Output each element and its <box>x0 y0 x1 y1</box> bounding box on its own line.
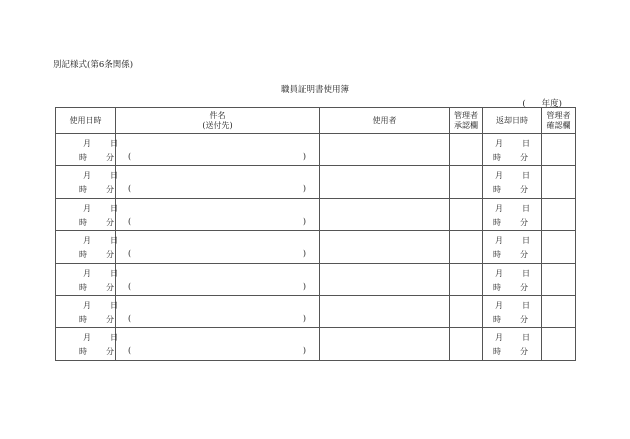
subject-cell[interactable] <box>116 198 320 230</box>
recipient-close-paren: ) <box>302 346 306 356</box>
header-usage-datetime: 使用日時 <box>56 108 116 134</box>
return-datetime-cell[interactable] <box>483 231 542 263</box>
return-minute-label: 分 <box>520 347 528 357</box>
header-approval-line1: 管理者 <box>454 110 478 120</box>
usage-datetime-cell[interactable] <box>56 328 116 360</box>
usage-month-label: 月 <box>83 139 91 148</box>
header-row <box>56 108 576 134</box>
recipient-open-paren: ( <box>128 152 132 161</box>
header-subject-line2: (送付先) <box>202 120 233 130</box>
usage-datetime-cell[interactable] <box>56 295 116 327</box>
user-cell[interactable] <box>320 295 450 327</box>
usage-day-label: 日 <box>110 139 118 148</box>
recipient-open-paren: ( <box>128 184 132 194</box>
usage-minute-label: 分 <box>106 347 114 357</box>
confirm-cell[interactable] <box>542 263 576 295</box>
approval-cell[interactable] <box>450 295 483 327</box>
usage-hour-label: 時 <box>79 347 87 357</box>
usage-minute-label: 分 <box>106 314 114 324</box>
approval-cell[interactable] <box>450 231 483 263</box>
return-datetime-cell[interactable] <box>483 198 542 230</box>
return-hour-label: 時 <box>493 250 501 260</box>
recipient-open-paren: ( <box>128 249 132 259</box>
return-datetime-cell[interactable] <box>483 166 542 198</box>
recipient-open-paren: ( <box>128 216 132 226</box>
confirm-cell[interactable] <box>542 295 576 327</box>
form-caption: 別記様式(第6条関係) <box>53 60 134 70</box>
return-datetime-cell[interactable] <box>483 134 542 166</box>
return-hour-label: 時 <box>493 282 501 292</box>
usage-month-label: 月 <box>83 333 91 343</box>
return-month-label: 月 <box>495 139 503 148</box>
usage-day-label: 日 <box>110 236 118 246</box>
recipient-close-paren: ) <box>302 152 306 161</box>
header-approval <box>450 108 483 134</box>
user-cell[interactable] <box>320 231 450 263</box>
approval-cell[interactable] <box>450 134 483 166</box>
subject-cell[interactable] <box>116 166 320 198</box>
table-row <box>56 166 576 198</box>
table-row <box>56 263 576 295</box>
usage-month-label: 月 <box>83 203 91 213</box>
return-minute-label: 分 <box>520 217 528 227</box>
return-hour-label: 時 <box>493 185 501 195</box>
return-hour-label: 時 <box>493 153 501 162</box>
usage-month-label: 月 <box>83 268 91 278</box>
return-day-label: 日 <box>522 268 530 278</box>
document-title: 職員証明書使用簿 <box>280 85 349 95</box>
subject-cell[interactable] <box>116 328 320 360</box>
return-minute-label: 分 <box>520 314 528 324</box>
return-month-label: 月 <box>495 300 503 310</box>
usage-datetime-cell[interactable] <box>56 166 116 198</box>
return-minute-label: 分 <box>520 250 528 260</box>
recipient-close-paren: ) <box>302 313 306 323</box>
header-confirm-line1: 管理者 <box>546 110 571 120</box>
subject-cell[interactable] <box>116 134 320 166</box>
recipient-open-paren: ( <box>128 346 132 356</box>
usage-hour-label: 時 <box>79 282 87 292</box>
return-datetime-cell[interactable] <box>483 328 542 360</box>
return-day-label: 日 <box>522 300 530 310</box>
user-cell[interactable] <box>320 263 450 295</box>
subject-cell[interactable] <box>116 295 320 327</box>
header-confirm-line2: 確認欄 <box>546 120 571 130</box>
usage-minute-label: 分 <box>106 217 114 227</box>
recipient-close-paren: ) <box>302 184 306 194</box>
usage-day-label: 日 <box>110 268 118 278</box>
return-month-label: 月 <box>495 171 503 181</box>
user-cell[interactable] <box>320 328 450 360</box>
usage-month-label: 月 <box>83 236 91 246</box>
subject-cell[interactable] <box>116 231 320 263</box>
usage-datetime-cell[interactable] <box>56 231 116 263</box>
return-day-label: 日 <box>522 171 530 181</box>
confirm-cell[interactable] <box>542 134 576 166</box>
return-month-label: 月 <box>495 236 503 246</box>
confirm-cell[interactable] <box>542 328 576 360</box>
user-cell[interactable] <box>320 134 450 166</box>
usage-datetime-cell[interactable] <box>56 263 116 295</box>
year-open-paren: ( <box>522 99 526 109</box>
header-approval-line2: 承認欄 <box>454 120 478 130</box>
subject-cell[interactable] <box>116 263 320 295</box>
confirm-cell[interactable] <box>542 231 576 263</box>
approval-cell[interactable] <box>450 166 483 198</box>
approval-cell[interactable] <box>450 263 483 295</box>
confirm-cell[interactable] <box>542 166 576 198</box>
recipient-close-paren: ) <box>302 281 306 291</box>
usage-datetime-cell[interactable] <box>56 134 116 166</box>
usage-hour-label: 時 <box>79 217 87 227</box>
usage-register-table <box>55 107 576 361</box>
usage-month-label: 月 <box>83 300 91 310</box>
return-day-label: 日 <box>522 236 530 246</box>
user-cell[interactable] <box>320 198 450 230</box>
usage-minute-label: 分 <box>106 153 114 162</box>
usage-minute-label: 分 <box>106 185 114 195</box>
approval-cell[interactable] <box>450 328 483 360</box>
header-subject-line1: 件名 <box>209 110 226 120</box>
usage-minute-label: 分 <box>106 250 114 260</box>
return-datetime-cell[interactable] <box>483 263 542 295</box>
return-minute-label: 分 <box>520 153 528 162</box>
return-month-label: 月 <box>495 203 503 213</box>
recipient-close-paren: ) <box>302 249 306 259</box>
recipient-open-paren: ( <box>128 313 132 323</box>
confirm-cell[interactable] <box>542 198 576 230</box>
header-confirm <box>542 108 576 134</box>
header-subject <box>116 108 320 134</box>
return-day-label: 日 <box>522 139 530 148</box>
header-return-datetime: 返却日時 <box>483 108 542 134</box>
return-hour-label: 時 <box>493 217 501 227</box>
return-day-label: 日 <box>522 333 530 343</box>
table-row <box>56 231 576 263</box>
return-month-label: 月 <box>495 268 503 278</box>
usage-day-label: 日 <box>110 203 118 213</box>
header-user: 使用者 <box>320 108 450 134</box>
table-row <box>56 198 576 230</box>
return-hour-label: 時 <box>493 314 501 324</box>
usage-hour-label: 時 <box>79 153 87 162</box>
year-suffix: 年度) <box>541 99 562 109</box>
usage-hour-label: 時 <box>79 314 87 324</box>
user-cell[interactable] <box>320 166 450 198</box>
usage-day-label: 日 <box>110 171 118 181</box>
table-row <box>56 295 576 327</box>
usage-hour-label: 時 <box>79 185 87 195</box>
usage-datetime-cell[interactable] <box>56 198 116 230</box>
usage-day-label: 日 <box>110 300 118 310</box>
usage-minute-label: 分 <box>106 282 114 292</box>
return-datetime-cell[interactable] <box>483 295 542 327</box>
return-minute-label: 分 <box>520 185 528 195</box>
usage-month-label: 月 <box>83 171 91 181</box>
return-day-label: 日 <box>522 203 530 213</box>
return-hour-label: 時 <box>493 347 501 357</box>
register-body <box>56 134 576 361</box>
recipient-open-paren: ( <box>128 281 132 291</box>
return-minute-label: 分 <box>520 282 528 292</box>
usage-hour-label: 時 <box>79 250 87 260</box>
table-row <box>56 328 576 360</box>
usage-day-label: 日 <box>110 333 118 343</box>
recipient-close-paren: ) <box>302 216 306 226</box>
return-month-label: 月 <box>495 333 503 343</box>
approval-cell[interactable] <box>450 198 483 230</box>
table-row <box>56 134 576 166</box>
